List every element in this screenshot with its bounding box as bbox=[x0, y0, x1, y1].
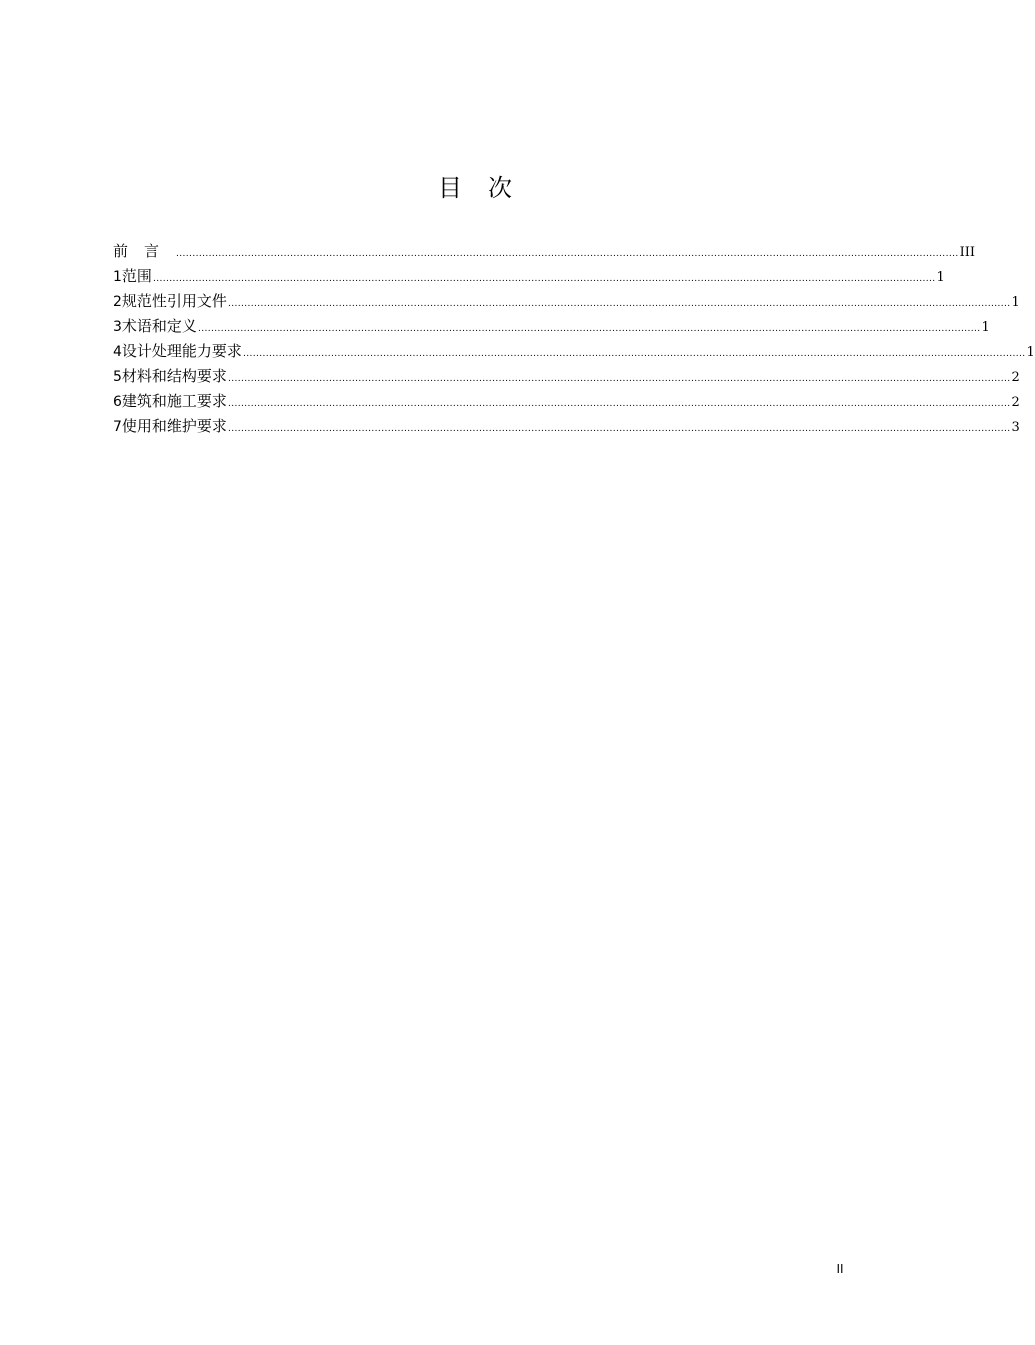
toc-leader-dots: ................................................................................................................................................................................................................................................ bbox=[242, 349, 1026, 359]
title-char-2: 次 bbox=[488, 174, 512, 202]
toc-leader-dots: ................................................................................................................................................................................................................................................ bbox=[176, 249, 959, 259]
toc-entry-page: 2 bbox=[1011, 370, 1020, 385]
toc-leader-dots: ................................................................................................................................................................................................................................................ bbox=[227, 299, 1011, 309]
toc-entry-label: 范围 bbox=[121, 267, 152, 285]
toc-entry-2[interactable] bbox=[113, 289, 1020, 314]
toc-entry-number: 2 bbox=[113, 294, 122, 310]
page-number: II bbox=[836, 1262, 844, 1276]
toc-entry-page: 1 bbox=[1026, 345, 1035, 360]
page-title bbox=[0, 172, 950, 204]
toc-entry-number: 4 bbox=[113, 344, 122, 360]
toc-leader-dots: ................................................................................................................................................................................................................................................ bbox=[227, 424, 1011, 434]
toc-entry-label: 术语和定义 bbox=[121, 317, 197, 335]
toc-entry-page: 1 bbox=[981, 320, 990, 335]
table-of-contents bbox=[113, 239, 1035, 439]
toc-entry-label: 材料和结构要求 bbox=[121, 367, 227, 385]
toc-entry-number: 7 bbox=[113, 419, 122, 435]
toc-entry-label: 建筑和施工要求 bbox=[121, 392, 227, 410]
toc-entry-number: 1 bbox=[113, 269, 122, 285]
toc-entry-page: 1 bbox=[936, 270, 945, 285]
title-char-1: 目 bbox=[438, 174, 462, 202]
toc-entry-preface[interactable] bbox=[113, 239, 976, 264]
toc-entry-label: 规范性引用文件 bbox=[121, 292, 227, 310]
toc-entry-4[interactable] bbox=[113, 339, 1035, 364]
toc-leader-dots: ................................................................................................................................................................................................................................................ bbox=[227, 399, 1011, 409]
toc-entry-page: 2 bbox=[1011, 395, 1020, 410]
toc-entry-number: 6 bbox=[113, 394, 122, 410]
toc-entry-page: 1 bbox=[1011, 295, 1020, 310]
toc-entry-label: 使用和维护要求 bbox=[121, 417, 227, 435]
toc-entry-page: III bbox=[959, 245, 976, 260]
toc-entry-number: 3 bbox=[113, 319, 122, 335]
toc-entry-label: 前言 bbox=[113, 242, 176, 260]
toc-leader-dots: ................................................................................................................................................................................................................................................ bbox=[197, 324, 981, 334]
toc-entry-number: 5 bbox=[113, 369, 122, 385]
toc-entry-5[interactable] bbox=[113, 364, 1020, 389]
toc-entry-6[interactable] bbox=[113, 389, 1020, 414]
toc-entry-label: 设计处理能力要求 bbox=[121, 342, 242, 360]
toc-entry-1[interactable] bbox=[113, 264, 945, 289]
toc-entry-7[interactable] bbox=[113, 414, 1020, 439]
toc-leader-dots: ................................................................................................................................................................................................................................................ bbox=[152, 274, 936, 284]
toc-entry-3[interactable] bbox=[113, 314, 990, 339]
toc-entry-page: 3 bbox=[1011, 420, 1020, 435]
toc-leader-dots: ................................................................................................................................................................................................................................................ bbox=[227, 374, 1011, 384]
